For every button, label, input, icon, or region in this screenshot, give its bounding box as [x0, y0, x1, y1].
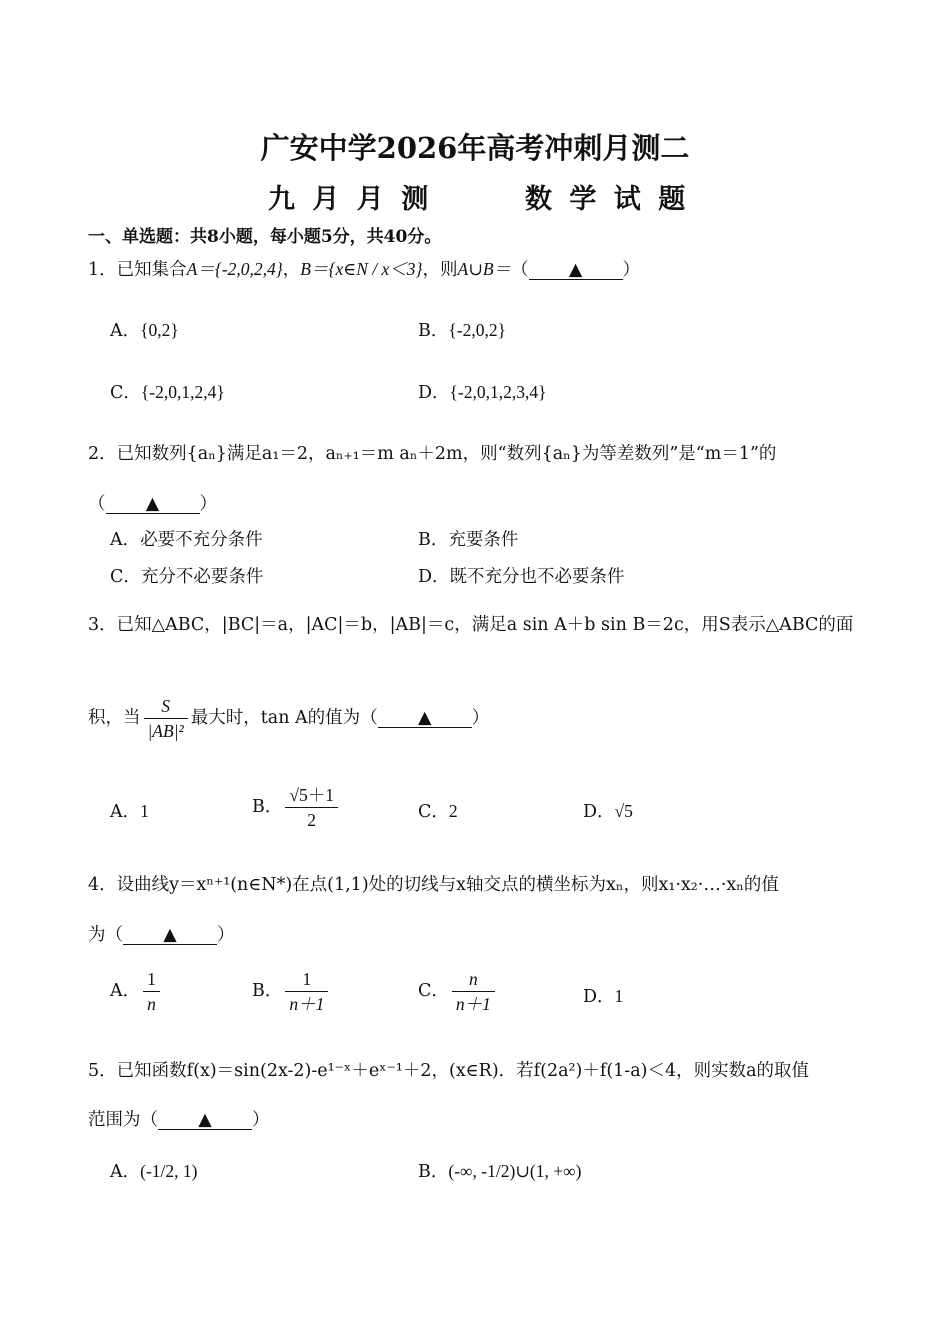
option-label: B． — [252, 981, 283, 1001]
option-label: B． — [418, 1162, 449, 1182]
option-label: A． — [110, 321, 141, 341]
option-label: D． — [583, 802, 615, 822]
q3-frac-den: |AB|² — [147, 721, 184, 741]
q5-number: 5． — [88, 1061, 117, 1081]
q4-number: 4． — [88, 875, 117, 895]
q5-answer-line — [88, 1106, 270, 1131]
q4-text-2: 为 — [88, 925, 106, 945]
option-fraction — [285, 967, 328, 1016]
option-text: 充要条件 — [448, 530, 519, 550]
question-5 — [88, 1057, 809, 1082]
q2-paren-open: （ — [88, 494, 106, 514]
option-label: B． — [418, 321, 449, 341]
q2-option-d[interactable] — [418, 563, 625, 588]
q1-text-a: 已知集合 — [116, 260, 187, 280]
q5-option-a[interactable] — [110, 1158, 198, 1183]
q3-paren-open: （ — [360, 708, 378, 728]
q1-option-c[interactable] — [110, 379, 225, 404]
q2-option-a[interactable] — [110, 526, 263, 551]
q1-text-b: ，则 — [422, 260, 458, 280]
option-label: A． — [110, 981, 141, 1001]
q5-text: 已知函数f(x)＝sin(2x-2)-e¹⁻ˣ＋eˣ⁻¹＋2，(x∈R)．若f(2a²)＋f(1-a)＜4，则实数a的取值 — [116, 1061, 810, 1081]
option-label: D． — [583, 987, 615, 1007]
q1-option-b[interactable] — [418, 317, 506, 342]
option-text: {-2,0,1,2,3,4} — [449, 382, 547, 402]
frac-num: n — [452, 967, 495, 992]
q2-number: 2． — [88, 444, 117, 464]
q5-option-b[interactable] — [418, 1158, 581, 1183]
option-text: √5 — [614, 801, 633, 821]
q2-text: 已知数列{aₙ}满足a₁＝2，aₙ₊₁＝m aₙ＋2m，则“数列{aₙ}为等差数列”是“m＝1”的 — [116, 444, 777, 464]
q1-answer-blank[interactable]: ▲ — [529, 261, 623, 280]
q1-option-d[interactable] — [418, 379, 547, 404]
option-fraction — [285, 783, 338, 832]
q5-answer-blank[interactable]: ▲ — [158, 1111, 252, 1130]
q3-option-c[interactable] — [418, 798, 458, 823]
q5-text-2: 范围为 — [88, 1110, 141, 1130]
q1-number: 1． — [88, 260, 117, 280]
q3-option-a[interactable] — [110, 798, 149, 823]
option-label: A． — [110, 802, 141, 822]
q1-option-a[interactable] — [110, 317, 179, 342]
frac-den: 2 — [307, 810, 317, 830]
exam-subtitle-month: 九 月 月 测 — [268, 184, 433, 215]
option-text: {-2,0,1,2,4} — [140, 382, 225, 402]
q4-paren-open: （ — [105, 925, 123, 945]
option-fraction — [452, 967, 495, 1016]
q2-answer-line — [88, 490, 217, 515]
frac-num: 1 — [285, 967, 328, 992]
option-label: B． — [418, 530, 449, 550]
q2-option-c[interactable] — [110, 563, 263, 588]
frac-num: 1 — [143, 967, 160, 992]
option-text: 必要不充分条件 — [140, 530, 263, 550]
option-text: 2 — [448, 801, 458, 821]
option-text: {0,2} — [140, 320, 179, 340]
q3-option-d[interactable] — [583, 798, 633, 823]
option-label: A． — [110, 1162, 141, 1182]
q5-paren-open: （ — [140, 1110, 158, 1130]
q3-line-2 — [88, 694, 489, 743]
q3-paren-close: ） — [471, 708, 490, 728]
question-2 — [88, 440, 776, 465]
q3-option-b[interactable] — [252, 783, 341, 832]
exam-title: 广安中学2026年高考冲刺月测二 — [260, 131, 690, 165]
option-label: C． — [110, 567, 141, 587]
question-4 — [88, 871, 779, 896]
q4-paren-close: ） — [217, 925, 235, 945]
option-text: 1 — [614, 986, 624, 1006]
q4-option-a[interactable] — [110, 967, 163, 1016]
exam-subtitle-subject: 数 学 试 题 — [525, 184, 690, 215]
q2-paren-close: ） — [199, 494, 217, 514]
frac-den: n — [147, 994, 156, 1014]
option-text: (-∞, -1/2)∪(1, +∞) — [448, 1161, 582, 1181]
q1-expr: A∪B＝ — [457, 259, 512, 279]
q4-answer-line — [88, 921, 235, 946]
frac-num: √5＋1 — [285, 783, 338, 808]
q5-paren-close: ） — [252, 1110, 270, 1130]
option-label: A． — [110, 530, 141, 550]
option-text: 充分不必要条件 — [140, 567, 264, 587]
q2-answer-blank[interactable]: ▲ — [106, 495, 200, 514]
q3-text: 已知△ABC，|BC|＝a，|AC|＝b，|AB|＝c，满足a sin A＋b sin B＝2c，用S表示△ABC的面 — [116, 615, 854, 635]
section-heading: 一、单选题：共8小题，每小题5分，共40分。 — [88, 227, 442, 247]
option-text: 1 — [140, 801, 149, 821]
q4-option-d[interactable] — [583, 983, 623, 1008]
q2-option-b[interactable] — [418, 526, 518, 551]
frac-den: n＋1 — [289, 994, 325, 1014]
option-text: {-2,0,2} — [448, 320, 507, 340]
question-1 — [88, 256, 640, 281]
q4-answer-blank[interactable]: ▲ — [123, 926, 217, 945]
frac-den: n＋1 — [455, 994, 491, 1014]
q3-text-b: 最大时，tan A的值为 — [190, 708, 361, 728]
q1-set-a: A＝{-2,0,2,4} — [186, 259, 283, 279]
q4-option-b[interactable] — [252, 967, 331, 1016]
q1-set-b: B＝{x∈N / x＜3} — [300, 259, 423, 279]
option-label: D． — [418, 383, 450, 403]
option-label: C． — [418, 981, 449, 1001]
q3-text-a: 积，当 — [88, 708, 141, 728]
option-label: C． — [110, 383, 141, 403]
q4-text: 设曲线y＝xⁿ⁺¹(n∈N*)在点(1,1)处的切线与x轴交点的横坐标为xₙ，则x₁·x₂·…·xₙ的值 — [116, 875, 779, 895]
q3-frac-num: S — [144, 694, 188, 719]
question-3 — [88, 611, 853, 636]
option-text: 既不充分也不必要条件 — [449, 567, 625, 587]
q3-fraction — [144, 694, 188, 743]
option-label: C． — [418, 802, 449, 822]
q1-paren-close: ） — [622, 260, 641, 280]
option-label: D． — [418, 567, 450, 587]
q1-paren-open: （ — [511, 260, 529, 280]
option-label: B． — [252, 797, 283, 817]
q3-answer-blank[interactable]: ▲ — [378, 709, 472, 728]
option-fraction — [143, 967, 160, 1016]
option-text: (-1/2, 1) — [140, 1161, 198, 1181]
q3-number: 3． — [88, 615, 117, 635]
q4-option-c[interactable] — [418, 967, 498, 1016]
q1-sep: ， — [282, 260, 301, 280]
